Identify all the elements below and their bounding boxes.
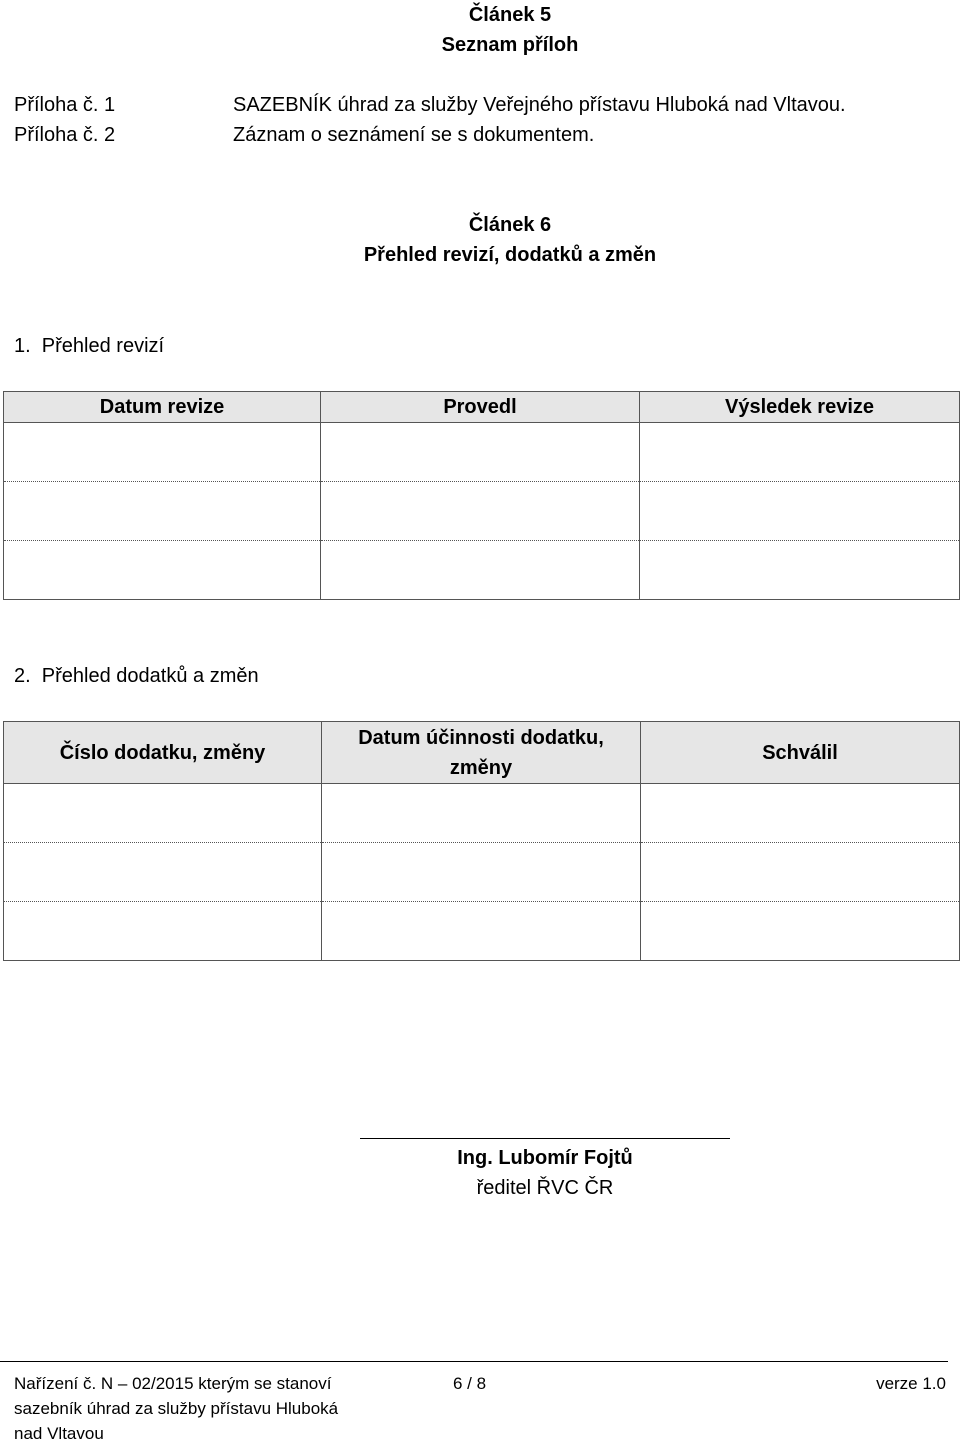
- table-row: [4, 902, 960, 961]
- amendments-header-row: [4, 722, 960, 784]
- table-cell[interactable]: [640, 423, 960, 482]
- table-cell[interactable]: [321, 482, 640, 541]
- table-cell[interactable]: [4, 784, 322, 843]
- table-cell[interactable]: [640, 482, 960, 541]
- footer-version: verze 1.0: [876, 1374, 946, 1393]
- article5-title: Seznam příloh: [441, 34, 579, 56]
- table-cell[interactable]: [322, 902, 641, 961]
- footer-page-number: 6 / 8: [453, 1374, 487, 1393]
- article6-title: Přehled revizí, dodatků a změn: [363, 244, 657, 266]
- signature-role: ředitel ŘVC ČR: [476, 1177, 614, 1199]
- table-cell[interactable]: [641, 843, 960, 902]
- table-cell[interactable]: [4, 482, 321, 541]
- table-cell[interactable]: [4, 843, 322, 902]
- table-row: [4, 541, 960, 600]
- revisions-table: [3, 391, 960, 600]
- footer-doc-line1: Nařízení č. N – 02/2015 kterým se stanoví: [14, 1374, 332, 1393]
- amendments-section-title: 2. Přehled dodatků a změn: [14, 665, 259, 687]
- footer-doc-line2: sazebník úhrad za služby přístavu Hluboká: [14, 1399, 339, 1418]
- amendments-col-number: Číslo dodatku, změny: [4, 722, 322, 784]
- table-cell[interactable]: [4, 423, 321, 482]
- table-cell[interactable]: [640, 541, 960, 600]
- attachment-2-label: Příloha č. 2: [14, 124, 116, 146]
- table-cell[interactable]: [322, 784, 641, 843]
- table-cell[interactable]: [4, 902, 322, 961]
- table-row: [4, 784, 960, 843]
- footer-divider: [0, 1361, 948, 1362]
- amendments-col-effective-date: Datum účinnosti dodatku, změny: [322, 722, 641, 784]
- signature-name: Ing. Lubomír Fojtů: [457, 1147, 633, 1169]
- attachment-1-text: SAZEBNÍK úhrad za služby Veřejného přístavu Hluboká nad Vltavou.: [233, 94, 846, 116]
- table-row: [4, 843, 960, 902]
- revisions-section-title: 1. Přehled revizí: [14, 335, 165, 357]
- article6-heading: Článek 6: [468, 214, 552, 236]
- table-cell[interactable]: [322, 843, 641, 902]
- table-row: [4, 482, 960, 541]
- attachment-2-text: Záznam o seznámení se s dokumentem.: [233, 124, 595, 146]
- revisions-col-date: Datum revize: [4, 392, 321, 423]
- table-row: [4, 423, 960, 482]
- table-cell[interactable]: [321, 541, 640, 600]
- revisions-col-result: Výsledek revize: [640, 392, 960, 423]
- table-cell[interactable]: [321, 423, 640, 482]
- table-cell[interactable]: [641, 784, 960, 843]
- amendments-table: [3, 721, 960, 961]
- article5-heading: Článek 5: [468, 4, 552, 26]
- revisions-col-author: Provedl: [321, 392, 640, 423]
- attachment-1-label: Příloha č. 1: [14, 94, 116, 116]
- signature-line: [360, 1138, 730, 1139]
- table-cell[interactable]: [641, 902, 960, 961]
- amendments-col-approved: Schválil: [641, 722, 960, 784]
- revisions-header-row: [4, 392, 960, 423]
- footer-doc-line3: nad Vltavou: [14, 1424, 104, 1443]
- table-cell[interactable]: [4, 541, 321, 600]
